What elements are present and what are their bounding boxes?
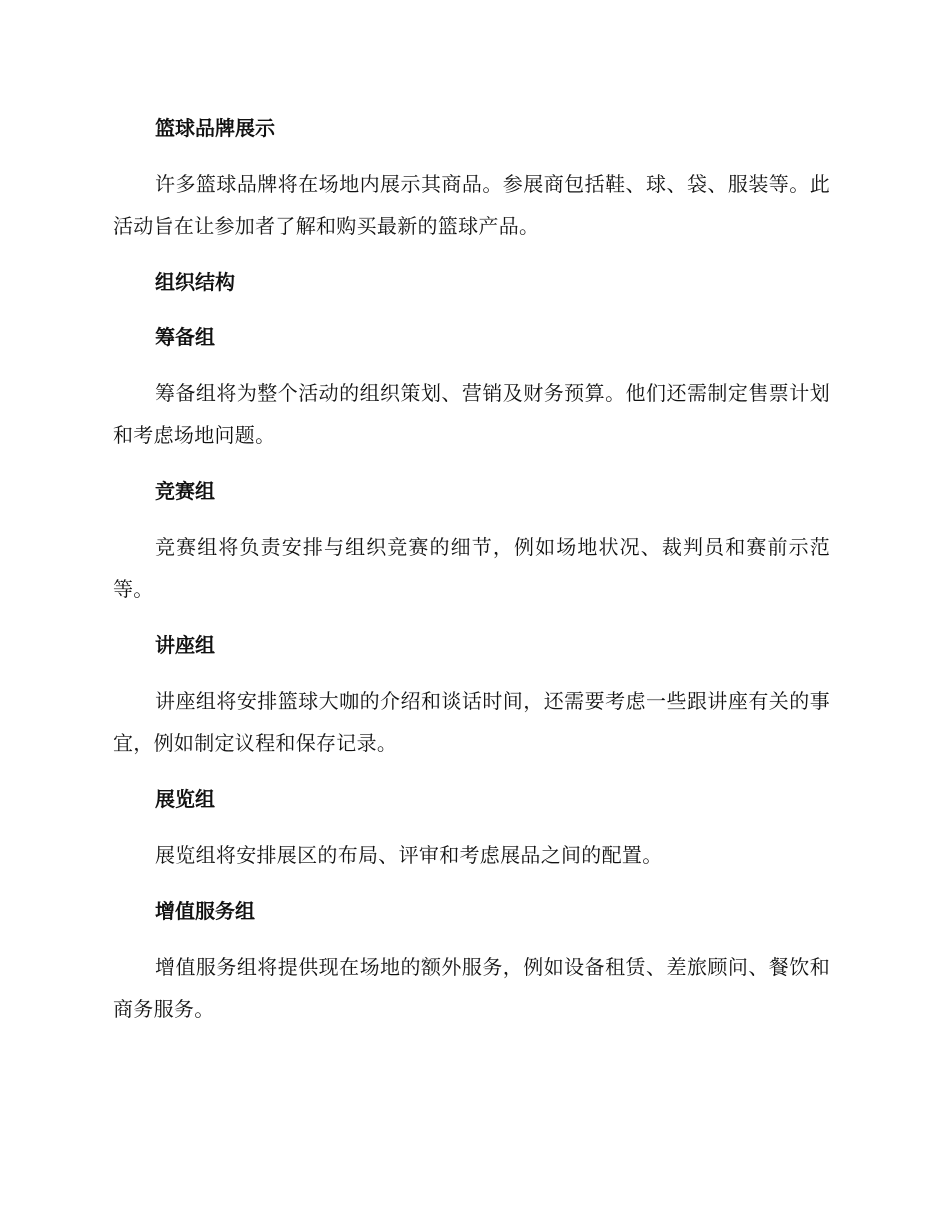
section-heading-lecture-group: 讲座组: [155, 633, 215, 657]
section-text-preparation-group: 筹备组将为整个活动的组织策划、营销及财务预算。他们还需制定售票计划和考虑场地问题。: [113, 381, 830, 447]
section-heading-brand-showcase: 篮球品牌展示: [155, 116, 275, 140]
section-heading-organization: 组织结构: [155, 270, 235, 294]
section-heading-exhibition-group: 展览组: [155, 787, 215, 811]
section-text-competition-group: 竞赛组将负责安排与组织竞赛的细节，例如场地状况、裁判员和赛前示范等。: [113, 535, 830, 601]
section-text-lecture-group: 讲座组将安排篮球大咖的介绍和谈话时间，还需要考虑一些跟讲座有关的事宜，例如制定议程和保存记录。: [113, 689, 830, 755]
section-heading-value-added-service-group: 增值服务组: [155, 899, 255, 923]
section-heading-competition-group: 竞赛组: [155, 479, 215, 503]
document-body: [113, 108, 830, 1045]
section-text-brand-showcase: 许多篮球品牌将在场地内展示其商品。参展商包括鞋、球、袋、服装等。此活动旨在让参加者了解和购买最新的篮球产品。: [113, 172, 830, 238]
section-text-exhibition-group: 展览组将安排展区的布局、评审和考虑展品之间的配置。: [155, 843, 663, 867]
section-text-value-added-service-group: 增值服务组将提供现在场地的额外服务，例如设备租赁、差旅顾问、餐饮和商务服务。: [113, 955, 830, 1021]
section-heading-preparation-group: 筹备组: [155, 325, 215, 349]
